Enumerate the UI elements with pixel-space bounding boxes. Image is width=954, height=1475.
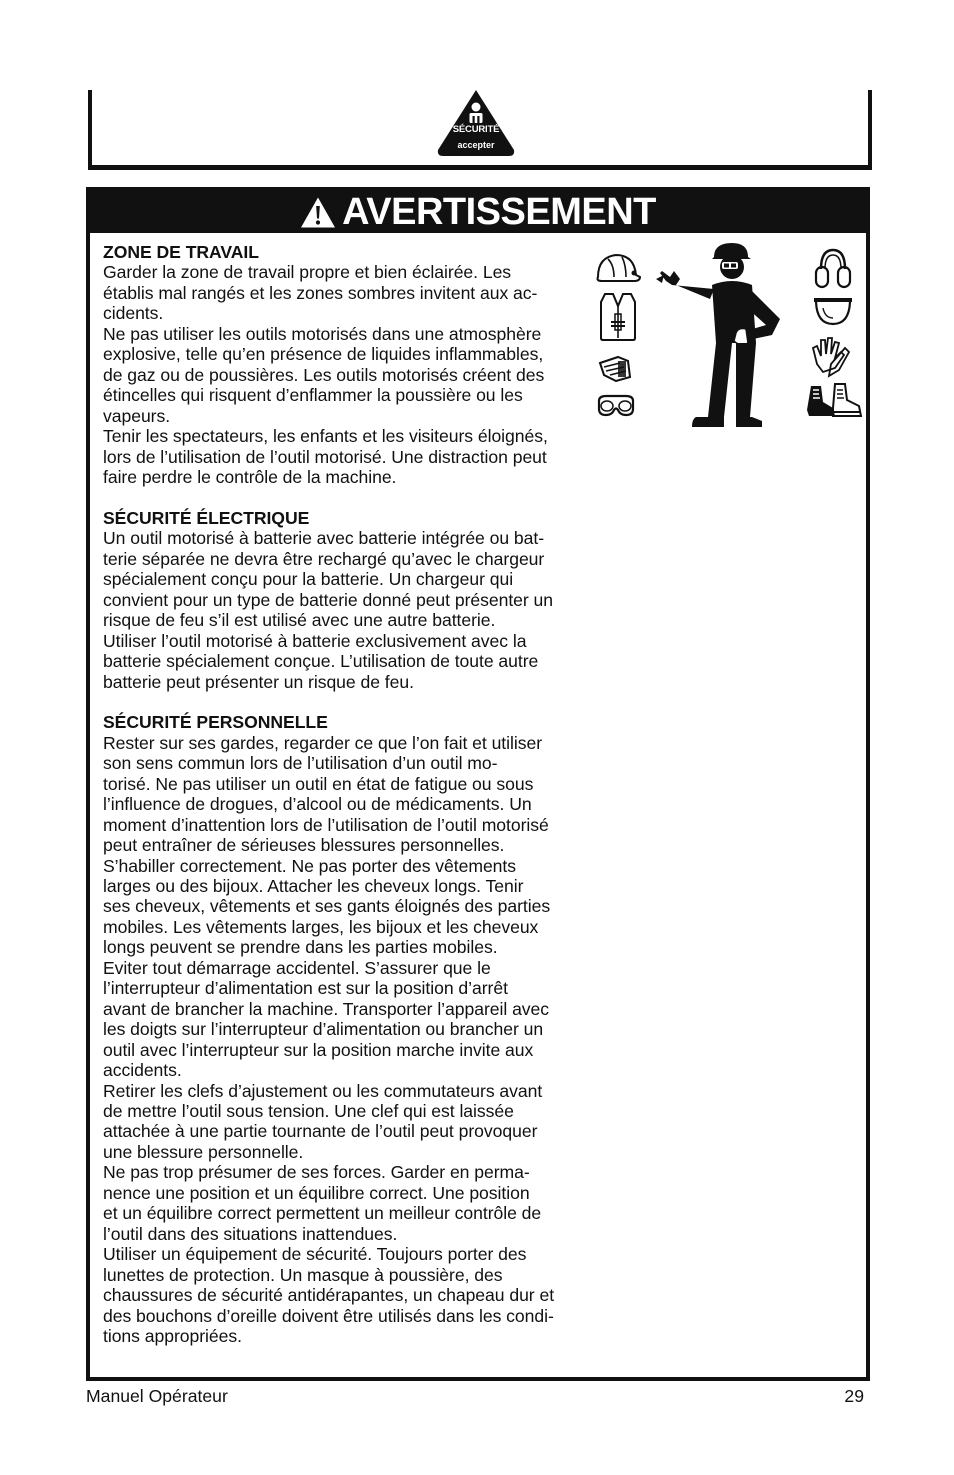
text-line: batterie peut présenter un risque de feu. bbox=[103, 671, 414, 692]
section-title-securite-personnelle: SÉCURITÉ PERSONNELLE bbox=[103, 712, 328, 733]
text-line: tions appropriées. bbox=[103, 1325, 242, 1346]
text-line: faire perdre le contrôle de la machine. bbox=[103, 466, 397, 487]
badge-label: SÉCURITÉ bbox=[452, 124, 500, 135]
text-line: nence une position et un équilibre correct. Une position bbox=[103, 1182, 530, 1203]
text-line: explosive, telle qu’en présence de liquides inflammables, bbox=[103, 344, 544, 365]
hard-hat-icon bbox=[594, 249, 642, 285]
text-line: Retirer les clefs d’ajustement ou les commutateurs avant bbox=[103, 1080, 543, 1101]
text-line: Garder la zone de travail propre et bien éclairée. Les bbox=[103, 262, 512, 283]
text-line: batterie spécialement conçue. L’utilisation de toute autre bbox=[103, 651, 539, 672]
text-line: longs peuvent se prendre dans les parties mobiles. bbox=[103, 937, 498, 958]
footer-manual-title: Manuel Opérateur bbox=[86, 1386, 228, 1406]
text-line: Un outil motorisé à batterie avec batterie intégrée ou bat- bbox=[103, 528, 545, 549]
text-line: Utiliser un équipement de sécurité. Toujours porter des bbox=[103, 1244, 527, 1265]
safety-accept-badge bbox=[435, 88, 517, 158]
warning-header bbox=[90, 191, 866, 233]
text-line: risque de feu s’il est utilisé avec une autre batterie. bbox=[103, 610, 496, 631]
work-gloves-icon bbox=[811, 334, 851, 378]
text-line: lunettes de protection. Un masque à poussière, des bbox=[103, 1264, 503, 1285]
text-line: larges ou des bijoux. Attacher les cheveux longs. Tenir bbox=[103, 876, 524, 897]
text-line: lors de l’utilisation de l’outil motorisé. Une distraction peut bbox=[103, 446, 547, 467]
text-line: ses cheveux, vêtements et ses gants éloignés des parties bbox=[103, 896, 551, 917]
text-line: accidents. bbox=[103, 1060, 182, 1081]
warning-body bbox=[103, 242, 608, 1346]
text-line: peut entraîner de sérieuses blessures personnelles. bbox=[103, 835, 505, 856]
text-line: Tenir les spectateurs, les enfants et les visiteurs éloignés, bbox=[103, 426, 548, 447]
dust-mask-icon bbox=[598, 355, 632, 383]
text-line: Eviter tout démarrage accidentel. S’assurer que le bbox=[103, 957, 491, 978]
text-line: chaussures de sécurité antidérapantes, un chapeau dur et bbox=[103, 1285, 555, 1306]
text-line: l’outil dans des situations inattendues. bbox=[103, 1223, 398, 1244]
text-line: étincelles qui risquent d’enflammer la poussière ou les bbox=[103, 385, 523, 406]
text-line: attachée à une partie tournante de l’outil peut provoquer bbox=[103, 1121, 538, 1142]
warning-triangle-icon bbox=[300, 196, 336, 229]
worker-with-ppe-illustration bbox=[652, 241, 784, 429]
section-title-zone-de-travail: ZONE DE TRAVAIL bbox=[103, 242, 259, 262]
text-line: mobiles. Les vêtements larges, les bijoux et les cheveux bbox=[103, 916, 539, 937]
text-line: l’interrupteur d’alimentation est sur la position d’arrêt bbox=[103, 978, 508, 999]
text-line: avant de brancher la machine. Transporter l’appareil avec bbox=[103, 998, 550, 1019]
text-line: de gaz ou de poussières. Les outils motorisés créent des bbox=[103, 364, 545, 385]
text-line: cidents. bbox=[103, 303, 164, 324]
text-line: son sens commun lors de l’utilisation d’un outil mo- bbox=[103, 753, 498, 774]
text-line: convient pour un type de batterie donné peut présenter un bbox=[103, 589, 554, 610]
badge-sublabel: accepter bbox=[457, 140, 495, 150]
text-line: et un équilibre correct permettent un meilleur contrôle de bbox=[103, 1203, 542, 1224]
text-line: outil avec l’interrupteur sur la position marche invite aux bbox=[103, 1039, 534, 1060]
text-line: de mettre l’outil sous tension. Une clef qui est laissée bbox=[103, 1101, 514, 1121]
text-line: les doigts sur l’interrupteur d’alimentation ou brancher un bbox=[103, 1019, 544, 1040]
section-title-securite-electrique: SÉCURITÉ ÉLECTRIQUE bbox=[103, 507, 310, 528]
text-line: l’influence de drogues, d’alcool ou de médicaments. Un bbox=[103, 794, 532, 815]
safety-goggles-icon bbox=[596, 393, 636, 419]
text-line: Rester sur ses gardes, regarder ce que l’on fait et utiliser bbox=[103, 732, 543, 753]
ear-muffs-icon bbox=[813, 247, 853, 289]
footer-page-number: 29 bbox=[844, 1386, 864, 1406]
text-line: terie séparée ne devra être rechargé qu’avec le chargeur bbox=[103, 548, 545, 569]
text-line: Ne pas utiliser les outils motorisés dans une atmosphère bbox=[103, 323, 542, 344]
text-line: des bouchons d’oreille doivent être utilisés dans les condi- bbox=[103, 1305, 554, 1326]
text-line: Utiliser l’outil motorisé à batterie exclusivement avec la bbox=[103, 630, 527, 651]
text-line: établis mal rangés et les zones sombres invitent aux ac- bbox=[103, 282, 538, 303]
safety-vest-icon bbox=[597, 292, 639, 342]
face-shield-icon bbox=[811, 294, 855, 328]
warning-title: AVERTISSEMENT bbox=[342, 190, 656, 233]
text-line: S’habiller correctement. Ne pas porter des vêtements bbox=[103, 855, 517, 876]
text-line: Ne pas trop présumer de ses forces. Garder en perma- bbox=[103, 1162, 530, 1183]
safety-boots-icon bbox=[805, 382, 863, 422]
text-line: vapeurs. bbox=[103, 405, 171, 426]
text-line: torisé. Ne pas utiliser un outil en état de fatigue ou sous bbox=[103, 773, 534, 794]
text-line: spécialement conçu pour la batterie. Un chargeur qui bbox=[103, 569, 514, 590]
text-line: une blessure personnelle. bbox=[103, 1141, 304, 1162]
text-line: moment d’inattention lors de l’utilisation de l’outil motorisé bbox=[103, 814, 549, 835]
